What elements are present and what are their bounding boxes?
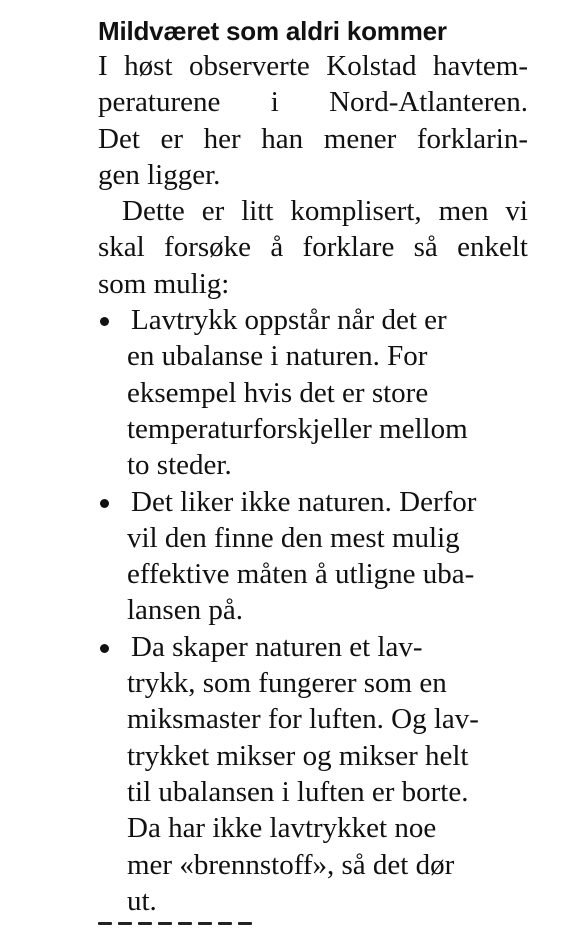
- list-item: [98, 484, 528, 629]
- bullet-text: [127, 302, 528, 483]
- bullet-line: Lavtrykk oppstår når det er: [131, 304, 447, 337]
- paragraph-line: skal forsøke å forklare så enkelt: [98, 231, 528, 264]
- article: [98, 14, 528, 919]
- bullet-line: Da har ikke lavtrykket noe: [127, 812, 437, 845]
- bullet-line: lansen på.: [127, 594, 243, 627]
- paragraph-line: gen ligger.: [98, 158, 221, 191]
- paragraph-line: Det er her han mener forklarin-: [98, 122, 528, 155]
- bullet-line: temperaturforskjeller mellom: [127, 412, 468, 445]
- bullet-icon: [100, 644, 109, 653]
- bullet-list: [98, 302, 528, 919]
- article-heading: Mildværet som aldri kommer: [98, 16, 447, 46]
- bullet-line: Det liker ikke naturen. Derfor: [131, 485, 477, 518]
- bullet-line: miksmaster for luften. Og lav-: [127, 703, 479, 736]
- bullet-line: vil den finne den mest mulig: [127, 521, 460, 554]
- list-item: [98, 302, 528, 483]
- paragraph-line: peraturene i Nord-Atlanteren.: [98, 86, 528, 119]
- bullet-line: mer «brennstoff», så det dør: [127, 848, 455, 881]
- paragraph-line: som mulig:: [98, 267, 230, 300]
- paragraph-2: [98, 193, 528, 302]
- bullet-line: trykket mikser og mikser helt: [127, 739, 469, 772]
- cut-off-next-line: [98, 916, 528, 930]
- bullet-line: til ubalansen i luften er borte.: [127, 775, 469, 808]
- bullet-line: eksempel hvis det er store: [127, 376, 429, 409]
- bullet-text: [127, 629, 528, 919]
- paragraph-line: Dette er litt komplisert, men vi: [122, 195, 528, 228]
- bullet-line: Da skaper naturen et lav-: [131, 630, 423, 663]
- paragraph-line: I høst observerte Kolstad havtem-: [98, 50, 528, 82]
- bullet-icon: [100, 317, 109, 326]
- bullet-line: en ubalanse i naturen. For: [127, 340, 428, 373]
- bullet-icon: [100, 499, 109, 508]
- list-item: [98, 629, 528, 919]
- bullet-line: effektive måten å utligne uba-: [127, 558, 475, 591]
- bullet-text: [127, 484, 528, 629]
- bullet-line: trykk, som fungerer som en: [127, 667, 447, 700]
- bullet-line: ut.: [127, 884, 157, 917]
- paragraph-1: [98, 48, 528, 193]
- bullet-line: to steder.: [127, 449, 232, 482]
